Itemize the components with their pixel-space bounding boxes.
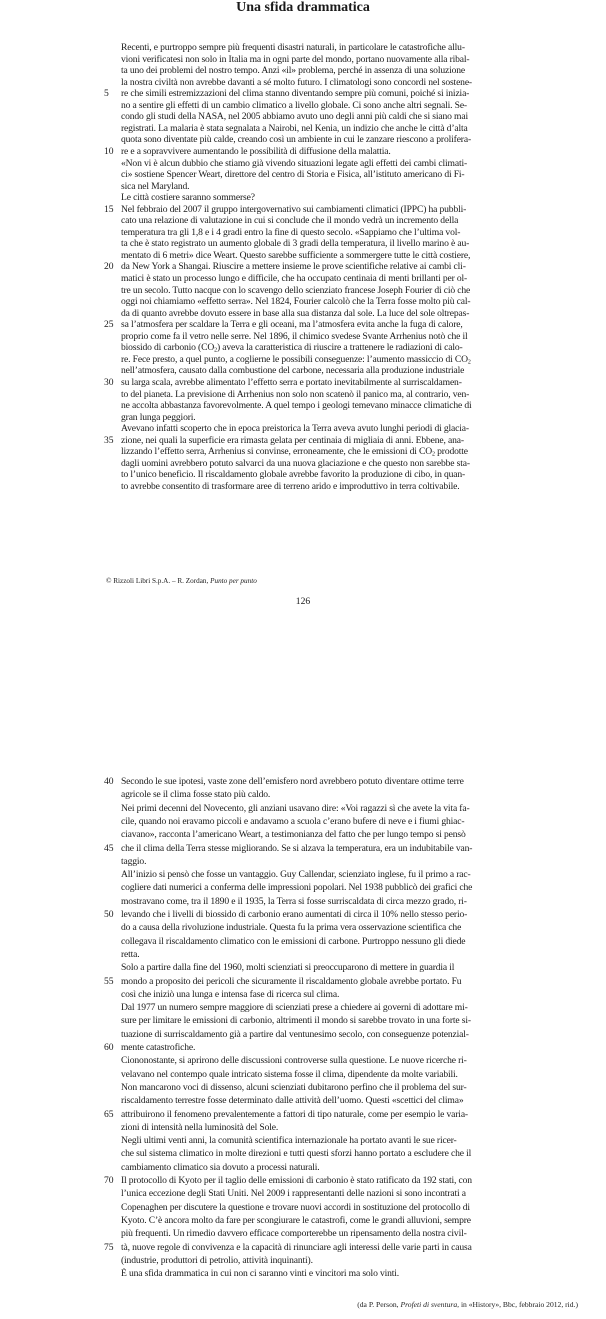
- line-number: 35: [104, 434, 114, 446]
- text-line: più frequenti. Un rimedio davvero efficace comporterebbe un ripensamento della nostra civil-: [121, 1228, 467, 1240]
- text-line: (industrie, produttori di petrolio, attività inquinanti).: [121, 1254, 313, 1266]
- text-line: condo gli studi della NASA, nel 2005 abbiamo avuto uno degli anni più caldi che si siano mai: [121, 111, 468, 123]
- text-line: l’unica eccezione degli Stati Uniti. Nel 2009 i rappresentanti delle nazioni si sono incontrati a: [121, 1188, 466, 1200]
- text-line: che sul sistema climatico in molte direzioni e tutti questi sforzi hanno portato a escludere che il: [121, 1148, 472, 1160]
- line-number: 70: [104, 1175, 114, 1186]
- text-line: ci» sostiene Spencer Weart, direttore del centro di Storia e Fisica, all’istituto americano di Fi-: [121, 169, 465, 181]
- text-line: su larga scala, avrebbe alimentato l’effetto serra e portato inevitabilmente al surriscaldamen-: [121, 376, 462, 388]
- line-number: 30: [104, 376, 114, 388]
- text-line: to avrebbe consentito di trasformare aree di terreno arido e improduttivo in terra coltivabile.: [121, 480, 460, 492]
- text-line: così che iniziò una lunga e intensa fase di ricerca sul clima.: [121, 988, 340, 1000]
- line-number: 25: [104, 319, 114, 331]
- text-line: tre un secolo. Tutto nacque con lo scavengo dello scienziato francese Joseph Fourier di ciò che: [121, 284, 471, 296]
- line-number: 5: [104, 88, 109, 100]
- text-line: da di quanto avrebbe dovuto essere in base alla sua distanza dal sole. La luce del sole oltrepas-: [121, 307, 470, 319]
- text-line: Ciononostante, si aprirono delle discussioni controverse sulla questione. Le nuove ricerche ri-: [121, 1055, 467, 1067]
- text-line: dagli uomini avrebbero potuto salvarci da una nuova glaciazione e che questo non sarebbe sta-: [121, 457, 470, 469]
- text-line: no a sentire gli effetti di un cambio climatico a livello globale. Ci sono anche altri segnali. Se-: [121, 99, 467, 111]
- text-line: da New York a Shangai. Riuscire a mettere insieme le prove scientifiche relative ai cambi cli-: [121, 261, 466, 273]
- text-line: sure per limitare le emissioni di carbonio, altrimenti il mondo si sarebbe trovato in una forte si-: [121, 1015, 471, 1027]
- text-line: nell’atmosfera, causato dalla combustione del carbone, necessaria alla produzione industriale: [121, 365, 465, 377]
- text-line: matici è stato un processo lungo e difficile, che ha occupato centinaia di menti brillanti per ol-: [121, 273, 468, 284]
- text-line: Nei primi decenni del Novecento, gli anziani usavano dire: «Voi ragazzi sì che avete la vita fa-: [121, 802, 470, 814]
- text-line: lizzando l’effetto serra, Arrhenius si convinse, erroneamente, che le emissioni di $CO_2$ prodotte: [121, 446, 468, 458]
- text-line: re e a sopravvivere aumentando le possibilità di diffusione della malattia.: [121, 145, 391, 157]
- text-line: mondo a proposito dei pericoli che sicuramente il riscaldamento globale avrebbe portato. Fu: [121, 975, 462, 987]
- source-citation: [357, 1300, 578, 1310]
- text-line: to l’unico beneficio. Il riscaldamento globale avrebbe favorito la produzione di cibo, in quan-: [121, 469, 466, 481]
- text-line: cogliere dati numerici a conferma delle impressioni popolari. Nel 1938 pubblicò dei grafici che: [121, 882, 473, 894]
- text-line: sica nel Maryland.: [121, 180, 190, 192]
- line-number: 10: [104, 145, 114, 157]
- text-line: Recenti, e purtroppo sempre più frequenti disastri naturali, in particolare le catastrofiche allu-: [121, 42, 465, 53]
- text-line: collegava il riscaldamento climatico con le emissioni di carbone. Purtroppo nessuno gli diede: [121, 935, 466, 947]
- text-line: mente catastrofiche.: [121, 1042, 196, 1053]
- text-line: proprio come fa il vetro nelle serre. Nel 1896, il chimico svedese Svante Arrhenius notò che il: [121, 330, 468, 342]
- text-line: agricole se il clima fosse stato più caldo.: [121, 789, 271, 801]
- line-number: 45: [104, 842, 114, 854]
- text-line: quota sono diventate più calde, creando così un ambiente in cui le zanzare riescono a prolifera-: [121, 134, 472, 146]
- text-line: cato una relazione di valutazione in cui si conclude che il mondo vedrà un incremento della: [121, 215, 459, 227]
- line-number: 60: [104, 1042, 114, 1053]
- text-line: Nel febbraio del 2007 il gruppo intergovernativo sui cambiamenti climatici (IPPC) ha pubbli-: [121, 203, 467, 215]
- text-line: ne accolta abbastanza favorevolmente. A quel tempo i geologi temevano minacce climatiche di: [121, 400, 472, 412]
- source-prefix: (da P. Person,: [357, 1300, 399, 1309]
- text-line: All’inizio si pensò che fosse un vantaggio. Guy Callendar, scienziato inglese, fu il primo a rac-: [121, 869, 471, 881]
- text-line: ciavano», racconta l’americano Weart, a testimonianza del fatto che per lungo tempo si pensò: [121, 829, 466, 841]
- text-line: to del pianeta. La previsione di Arrhenius non solo non scatenò il panico ma, al contrario, ven-: [121, 388, 470, 400]
- text-line: la nostra civiltà non avrebbe davanti a sé molto futuro. I climatologi sono concordi nel sostene-: [121, 76, 472, 88]
- text-line: zione, nei quali la superficie era rimasta gelata per centinaia di migliaia di anni. Ebbene, ana-: [121, 434, 464, 446]
- document-title: Una sfida drammatica: [236, 0, 370, 15]
- line-number: 75: [104, 1241, 114, 1253]
- line-number: 50: [104, 909, 114, 920]
- text-line: Non mancarono voci di dissenso, alcuni scienziati dubitarono perfino che il problema del sur-: [121, 1081, 467, 1093]
- text-line: taggio.: [121, 855, 147, 867]
- text-line: mentato di 6 metri» dice Weart. Questo sarebbe sufficiente a sommergere tutte le città costiere,: [121, 249, 471, 261]
- text-line: vioni verificatesi non solo in Italia ma in ogni parte del mondo, portano nuovamente alla ribal-: [121, 53, 470, 65]
- text-line: attribuirono il fenomeno prevalentemente a fattori di tipo naturale, come per esempio le varia-: [121, 1108, 468, 1120]
- text-line: Secondo le sue ipotesi, vaste zone dell’emisfero nord avrebbero potuto diventare ottime terre: [121, 776, 464, 787]
- text-line: ta che è stato registrato un aumento globale di 3 gradi della temperatura, il livello marino è au-: [121, 238, 470, 250]
- text-line: retta.: [121, 948, 140, 960]
- text-line: È una sfida drammatica in cui non ci saranno vinti e vincitori ma solo vinti.: [121, 1268, 400, 1280]
- source-work: Profeti di sventura,: [400, 1300, 460, 1309]
- text-line: Avevano infatti scoperto che in epoca preistorica la Terra aveva avuto lunghi periodi di glacia-: [121, 423, 469, 435]
- text-line: tà, nuove regole di convivenza e la capacità di rinunciare agli interessi delle varie parti in causa: [121, 1241, 472, 1253]
- text-line: Copenaghen per discutere la questione e trovare nuovi accordi in sostituzione del protocollo di: [121, 1201, 470, 1213]
- text-line: tuazione di surriscaldamento già a partire dal ventunesimo secolo, con conseguenze potenzial-: [121, 1028, 469, 1040]
- text-line: «Non vi è alcun dubbio che stiamo già vivendo situazioni legate agli effetti dei cambi climati-: [121, 157, 468, 169]
- text-line: Dal 1977 un numero sempre maggiore di scienziati prese a chiedere ai governi di adottare mi-: [121, 1002, 468, 1014]
- text-line: Negli ultimi venti anni, la comunità scientifica internazionale ha portato avanti le sue ricer-: [121, 1135, 457, 1147]
- text-line: cile, quando noi eravamo piccoli e andavamo a scuola c’erano bufere di neve e i fiumi ghiac-: [121, 815, 465, 827]
- text-line: gran lunga peggiori.: [121, 411, 196, 423]
- text-line: che il clima della Terra stesse migliorando. Se si alzava la temperatura, era un indubitabile van-: [121, 842, 473, 854]
- page-number: 126: [295, 596, 311, 607]
- text-line: levando che i livelli di biossido di carbonio erano aumentati di circa il 10% nello stesso perio-: [121, 909, 468, 920]
- text-line: re che simili estremizzazioni del clima stanno diventando sempre più comuni, poiché si inizia-: [121, 88, 470, 100]
- text-line: do a causa della rivoluzione industriale. Questa fu la prima vera osservazione scientifica che: [121, 922, 462, 934]
- source-suffix: in «History», Bbc, febbraio 2012, rid.): [460, 1300, 578, 1309]
- text-line: sa l’atmosfera per scaldare la Terra e gli oceani, ma l’atmosfera evita anche la fuga di calore,: [121, 319, 463, 331]
- text-line: Le città costiere saranno sommerse?: [121, 192, 255, 204]
- text-line: Solo a partire dalla fine del 1960, molti scienziati si preoccuparono di mettere in guardia il: [121, 962, 455, 974]
- line-number: 65: [104, 1108, 114, 1120]
- text-line: velavano nel contempo quale intricato sistema fosse il clima, dipendente da molte variabili.: [121, 1068, 458, 1080]
- copyright-text: © Rizzoli Libri S.p.A. – R. Zordan,: [106, 577, 209, 585]
- text-line: re. Fece presto, a quel punto, a coglierne le possibili conseguenze: l’aumento massiccio di $CO_2$: [121, 353, 471, 366]
- text-line: Il protocollo di Kyoto per il taglio delle emissioni di carbonio è stato ratificato da 192 stati, con: [121, 1175, 472, 1186]
- line-number: 20: [104, 261, 114, 273]
- copyright-notice: [106, 577, 257, 586]
- text-line: biossido di carbonio $(CO_2)$ aveva la caratteristica di riuscire a trattenere le radiazioni di calo-: [121, 342, 463, 354]
- text-line: temperatura tra gli 1,8 e i 4 gradi entro la fine di questo secolo. «Sappiamo che l’ultima vol-: [121, 226, 461, 238]
- text-line: cambiamento climatico sia dovuto a processi naturali.: [121, 1161, 320, 1173]
- text-line: zioni di intensità nella luminosità del Sole.: [121, 1121, 279, 1133]
- line-number: 55: [104, 975, 114, 987]
- text-line: registrati. La malaria è stata segnalata a Nairobi, nel Kenia, un indizio che anche le città d’alta: [121, 122, 468, 134]
- text-line: oggi noi chiamiamo «effetto serra». Nel 1824, Fourier calcolò che la Terra fosse molto più cal-: [121, 296, 471, 308]
- line-number: 40: [104, 776, 114, 787]
- text-line: mostravano come, tra il 1890 e il 1935, la Terra si fosse surriscaldata di circa mezzo grado, ri-: [121, 895, 467, 907]
- copyright-work: Punto per punto: [210, 577, 257, 585]
- text-line: ta uno dei problemi del nostro tempo. Anzi «il» problema, perché in assenza di una soluzione: [121, 65, 466, 77]
- text-line: riscaldamento terrestre fosse determinato dalle attività dell’uomo. Questi «scettici del clima»: [121, 1095, 464, 1107]
- line-number: 15: [104, 203, 114, 215]
- text-line: Kyoto. C’è ancora molto da fare per scongiurare le catastrofi, come le grandi alluvioni, sempre: [121, 1214, 471, 1226]
